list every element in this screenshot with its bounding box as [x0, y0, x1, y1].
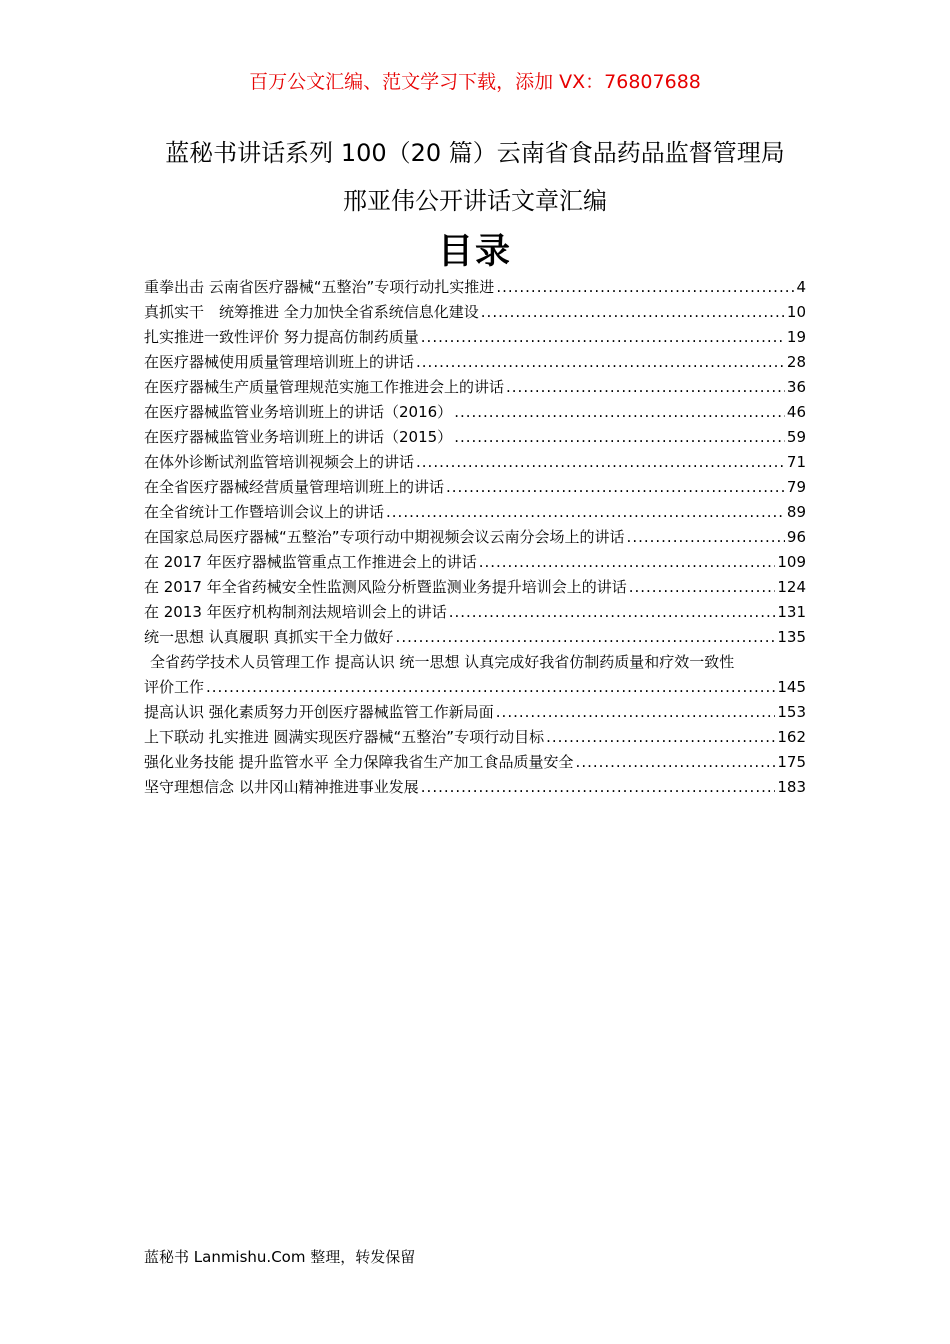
toc-entry-title: 在全省医疗器械经营质量管理培训班上的讲话 [144, 478, 445, 496]
toc-entry-page: 124 [777, 578, 806, 596]
footer-credit: 蓝秘书 Lanmishu.Com 整理，转发保留 [144, 1248, 416, 1266]
toc-entry[interactable] [144, 700, 806, 725]
toc-entry-title: 在 2017 年医疗器械监管重点工作推进会上的讲话 [144, 553, 477, 571]
toc-entry-page: 131 [777, 603, 806, 621]
toc-leader [481, 300, 785, 325]
toc-leader [446, 475, 785, 500]
toc-entry-line1[interactable] [144, 650, 806, 675]
toc-entry[interactable] [144, 550, 806, 575]
toc-entry[interactable] [144, 400, 806, 425]
toc-leader [627, 525, 785, 550]
toc-entry[interactable] [144, 350, 806, 375]
toc-leader [396, 625, 776, 650]
toc-entry-page: 145 [777, 678, 806, 696]
toc-leader [416, 450, 785, 475]
toc-entry-title: 扎实推进一致性评价 努力提高仿制药质量 [144, 328, 419, 346]
toc-entry-page: 36 [786, 378, 806, 396]
toc-entry[interactable] [144, 775, 806, 800]
toc-entry-page: 89 [786, 503, 806, 521]
document-title-line2: 邢亚伟公开讲话文章汇编 [343, 187, 607, 215]
toc-entry-title: 在 2013 年医疗机构制剂法规培训会上的讲话 [144, 603, 447, 621]
toc-entry-page: 19 [786, 328, 806, 346]
toc-entry-title: 在国家总局医疗器械“五整治”专项行动中期视频会议云南分会场上的讲话 [144, 528, 625, 546]
toc-entry[interactable] [144, 450, 806, 475]
toc-leader [629, 575, 776, 600]
toc-entry-title: 重拳出击 云南省医疗器械“五整治”专项行动扎实推进 [144, 278, 495, 296]
toc-entry-page: 79 [786, 478, 806, 496]
toc-entry[interactable] [144, 275, 806, 300]
toc-entry-title: 坚守理想信念 以井冈山精神推进事业发展 [144, 778, 419, 796]
toc-leader [206, 675, 775, 700]
toc-entry-title: 提高认识 强化素质努力开创医疗器械监管工作新局面 [144, 703, 494, 721]
toc-entry[interactable] [144, 425, 806, 450]
toc-entry-title: 全省药学技术人员管理工作 提高认识 统一思想 认真完成好我省仿制药质量和疗效一致性 [150, 653, 735, 671]
document-title-line1: 蓝秘书讲话系列 100（20 篇）云南省食品药品监督管理局 [165, 139, 785, 167]
ad-banner: 百万公文汇编、范文学习下载，添加 VX：76807688 [249, 71, 701, 93]
toc-entry[interactable] [144, 725, 806, 750]
toc-entry[interactable] [144, 750, 806, 775]
toc-leader [421, 325, 785, 350]
toc-entry[interactable] [144, 375, 806, 400]
toc-entry-page: 28 [786, 353, 806, 371]
toc-leader [546, 725, 775, 750]
toc-leader [416, 350, 785, 375]
toc-entry-page: 175 [777, 753, 806, 771]
toc-leader [496, 700, 776, 725]
table-of-contents [144, 275, 806, 800]
toc-leader [496, 275, 794, 300]
toc-entry[interactable] [144, 675, 806, 700]
toc-entry-page: 10 [786, 303, 806, 321]
toc-leader [421, 775, 776, 800]
toc-leader [506, 375, 785, 400]
toc-entry[interactable] [144, 575, 806, 600]
toc-leader [479, 550, 776, 575]
toc-heading: 目录 [437, 232, 512, 272]
toc-entry-title: 在医疗器械监管业务培训班上的讲话（2015） [144, 428, 453, 446]
toc-leader [386, 500, 785, 525]
toc-entry-page: 162 [777, 728, 806, 746]
toc-entry[interactable] [144, 475, 806, 500]
toc-entry[interactable] [144, 600, 806, 625]
toc-leader [576, 750, 776, 775]
toc-leader [454, 425, 785, 450]
toc-entry-page: 135 [777, 628, 806, 646]
toc-entry[interactable] [144, 525, 806, 550]
toc-entry-page: 59 [786, 428, 806, 446]
toc-entry-page: 183 [777, 778, 806, 796]
toc-entry-title: 评价工作 [144, 678, 205, 696]
toc-entry[interactable] [144, 500, 806, 525]
toc-entry-page: 109 [777, 553, 806, 571]
toc-entry-title: 统一思想 认真履职 真抓实干全力做好 [144, 628, 394, 646]
toc-entry-title: 上下联动 扎实推进 圆满实现医疗器械“五整治”专项行动目标 [144, 728, 545, 746]
toc-entry-page: 153 [777, 703, 806, 721]
toc-entry-title: 在 2017 年全省药械安全性监测风险分析暨监测业务提升培训会上的讲话 [144, 578, 627, 596]
toc-leader [454, 400, 785, 425]
toc-entry[interactable] [144, 625, 806, 650]
toc-entry[interactable] [144, 300, 806, 325]
toc-leader [449, 600, 776, 625]
toc-entry-title: 在医疗器械生产质量管理规范实施工作推进会上的讲话 [144, 378, 505, 396]
toc-entry-page: 96 [786, 528, 806, 546]
toc-entry-title: 在全省统计工作暨培训会议上的讲话 [144, 503, 385, 521]
toc-entry-title: 在医疗器械使用质量管理培训班上的讲话 [144, 353, 415, 371]
toc-entry[interactable] [144, 325, 806, 350]
toc-entry-title: 强化业务技能 提升监管水平 全力保障我省生产加工食品质量安全 [144, 753, 574, 771]
toc-entry-title: 在体外诊断试剂监管培训视频会上的讲话 [144, 453, 415, 471]
toc-entry-page: 46 [786, 403, 806, 421]
toc-entry-title: 真抓实干 统筹推进 全力加快全省系统信息化建设 [144, 303, 479, 321]
toc-entry-page: 71 [786, 453, 806, 471]
toc-entry-page: 4 [796, 278, 806, 296]
toc-entry-title: 在医疗器械监管业务培训班上的讲话（2016） [144, 403, 453, 421]
